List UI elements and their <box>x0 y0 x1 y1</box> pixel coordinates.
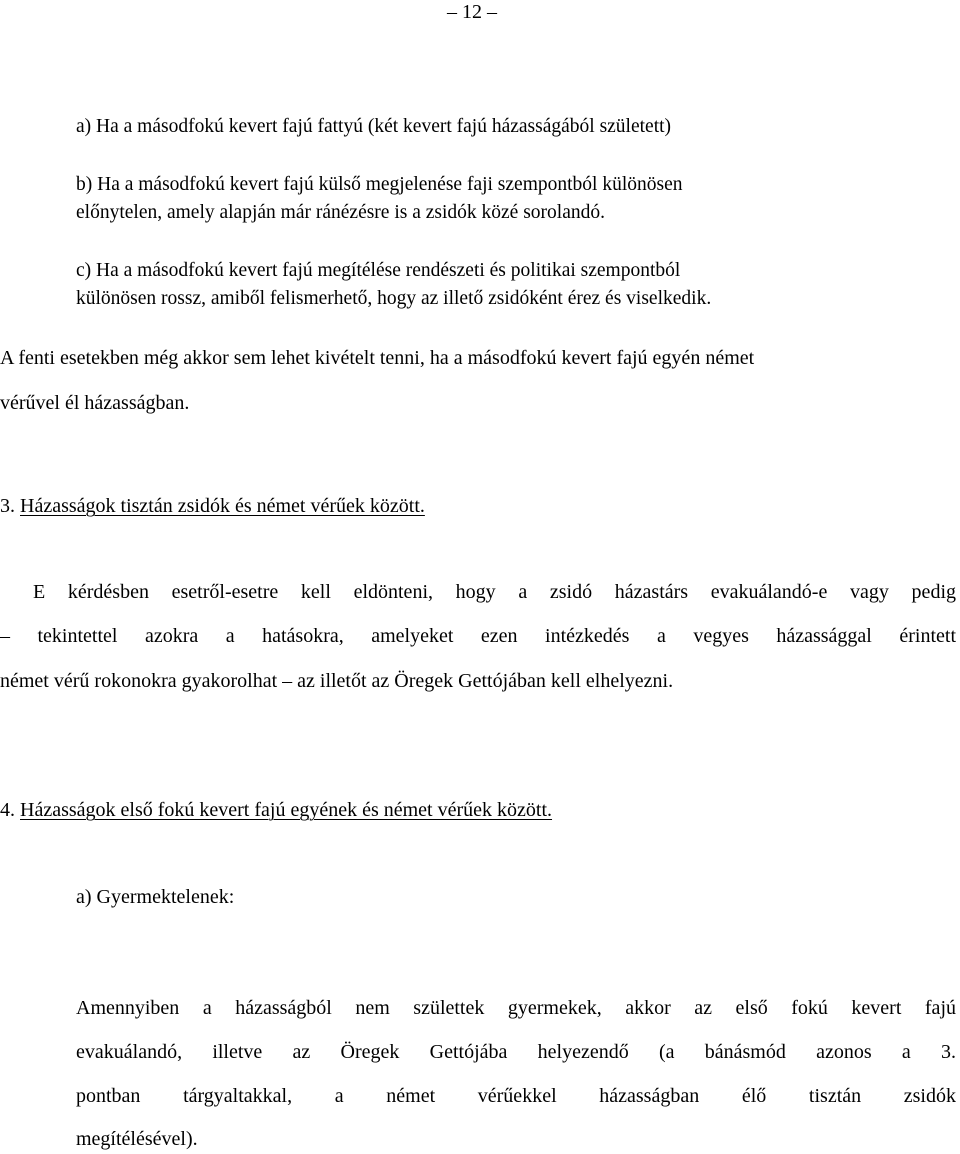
section4-line3: pontban tárgyaltakkal, a német vérűekkel házasságban élő tisztán zsidók <box>76 1085 956 1107</box>
list-item-c-line1: c) Ha a másodfokú kevert fajú megítélése rendészeti és politikai szempontból <box>76 260 681 281</box>
section3-heading <box>0 494 425 518</box>
list-item-a: a) Ha a másodfokú kevert fajú fattyú (két kevert fajú házasságából született) <box>76 116 672 137</box>
section3-number: 3. <box>0 495 15 517</box>
section3-line2: – tekintettel azokra a hatásokra, amelyeket ezen intézkedés a vegyes házassággal érintett <box>0 625 956 647</box>
list-item-b-line1: b) Ha a másodfokú kevert fajú külső megjelenése faji szempontból különösen <box>76 174 683 195</box>
section3-line1: E kérdésben esetről-esetre kell eldönteni, hogy a zsidó házastárs evakuálandó-e vagy pedig <box>33 581 956 603</box>
list-item-c-line2: különösen rossz, amiből felismerhető, hogy az illető zsidóként érez és viselkedik. <box>76 288 712 309</box>
section3-line3: német vérű rokonokra gyakorolhat – az illetőt az Öregek Gettójában kell elhelyezni. <box>0 670 674 692</box>
section4-line2: evakuálandó, illetve az Öregek Gettójába helyezendő (a bánásmód azonos a 3. <box>76 1041 956 1063</box>
exception-paragraph-line2: vérűvel él házasságban. <box>0 392 190 414</box>
section4-line4: megítélésével). <box>76 1128 198 1150</box>
section4-heading <box>0 798 552 822</box>
section4-number: 4. <box>0 799 15 821</box>
section4-title: Házasságok első fokú kevert fajú egyének és német vérűek között. <box>20 799 553 821</box>
section4-line1: Amennyiben a házasságból nem születtek gyermekek, akkor az első fokú kevert fajú <box>76 997 956 1019</box>
list-item-b-line2: előnytelen, amely alapján már ránézésre is a zsidók közé sorolandó. <box>76 202 605 223</box>
exception-paragraph-line1: A fenti esetekben még akkor sem lehet kivételt tenni, ha a másodfokú kevert fajú egyén német <box>0 347 755 369</box>
page-number: – 12 – <box>447 1 497 23</box>
section4-subheading: a) Gyermektelenek: <box>76 886 235 908</box>
section3-title: Házasságok tisztán zsidók és német vérűek között. <box>20 495 425 517</box>
